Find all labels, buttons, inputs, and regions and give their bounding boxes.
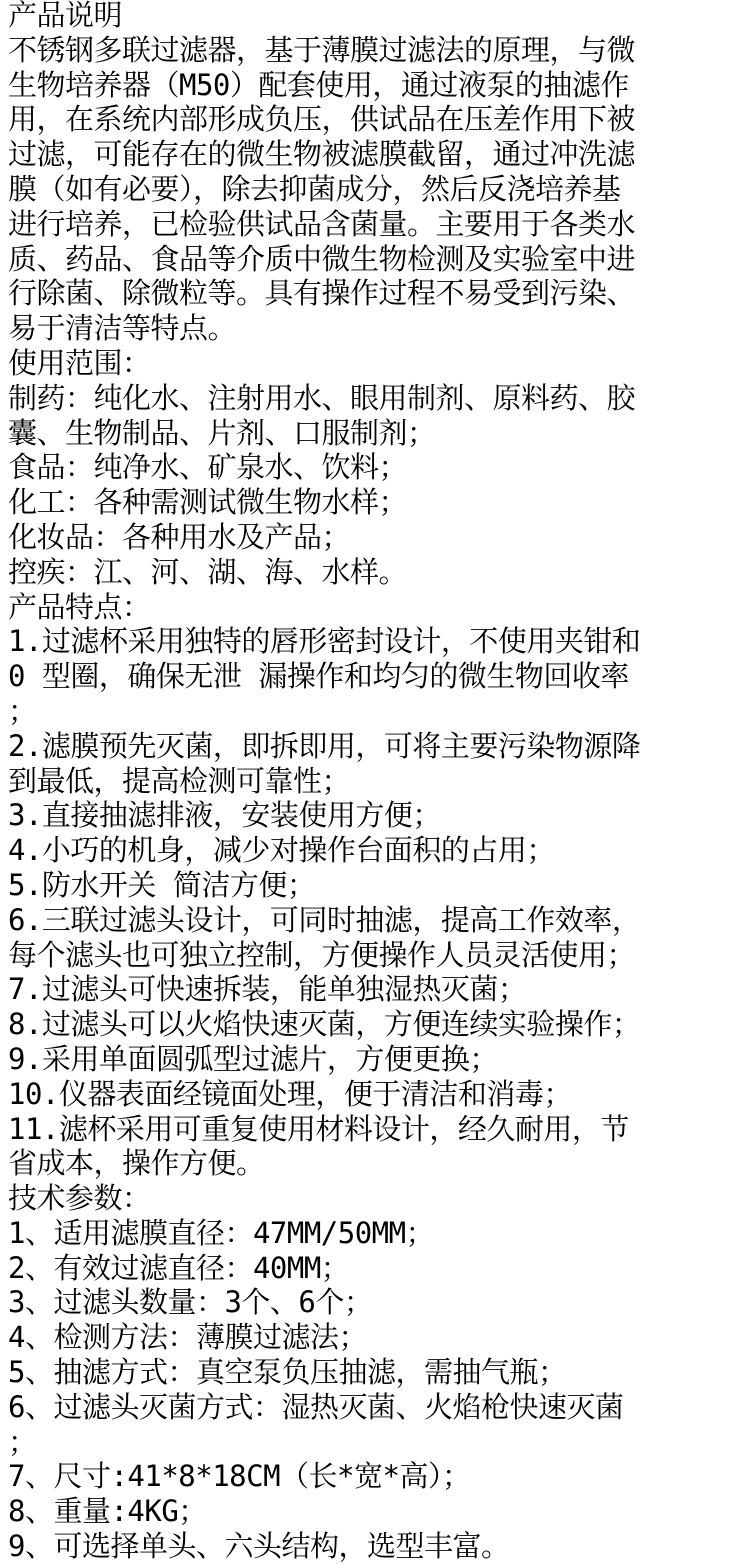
usage-scope-line: 控疾：江、河、湖、海、水样。 <box>8 554 408 589</box>
parameter-line: 6、过滤头灭菌方式：湿热灭菌、火焰枪快速灭菌 <box>8 1389 624 1424</box>
feature-line: 5.防水开关 简洁方便； <box>8 867 316 902</box>
usage-scope-line: 化妆品：各种用水及产品； <box>8 519 351 554</box>
feature-line: 4.小巧的机身，减少对操作台面积的占用； <box>8 833 555 868</box>
feature-line: 7.过滤头可快速拆装，能单独湿热灭菌； <box>8 972 527 1007</box>
feature-line: 3.直接抽滤排液，安装使用方便； <box>8 798 441 833</box>
feature-line: 9.采用单面圆弧型过滤片，方便更换； <box>8 1041 498 1076</box>
section-title-usage-scope: 使用范围： <box>8 345 151 380</box>
product-description-document <box>8 0 744 1564</box>
usage-scope-line: 制药：纯化水、注射用水、眼用制剂、原料药、胶 <box>8 380 636 415</box>
feature-line: 2.滤膜预先灭菌，即拆即用，可将主要污染物源降 <box>8 728 641 763</box>
parameter-line: 1、适用滤膜直径：47MM/50MM； <box>8 1215 435 1250</box>
feature-line: 6.三联过滤头设计，可同时抽滤，提高工作效率， <box>8 902 641 937</box>
parameter-line: 3、过滤头数量：3个、6个； <box>8 1285 373 1320</box>
feature-line: ； <box>8 693 37 728</box>
parameter-line: 4、检测方法：薄膜过滤法； <box>8 1320 367 1355</box>
description-line: 生物培养器（M50）配套使用，通过液泵的抽滤作 <box>8 67 629 102</box>
feature-line: 省成本，操作方便。 <box>8 1146 265 1181</box>
parameter-line: 5、抽滤方式：真空泵负压抽滤，需抽气瓶； <box>8 1355 567 1390</box>
feature-line: 10.仪器表面经镜面处理，便于清洁和消毒； <box>8 1076 572 1111</box>
section-title-technical-parameters: 技术参数： <box>8 1181 151 1216</box>
usage-scope-line: 化工：各种需测试微生物水样； <box>8 485 408 520</box>
description-line: 不锈钢多联过滤器，基于薄膜过滤法的原理，与微 <box>8 32 636 67</box>
section-title-product-features: 产品特点： <box>8 589 151 624</box>
parameter-line: ； <box>8 1424 37 1459</box>
parameter-line: 7、尺寸:41*8*18CM（长*宽*高）； <box>8 1459 471 1494</box>
feature-line: 到最低，提高检测可靠性； <box>8 763 351 798</box>
description-line: 过滤，可能存在的微生物被滤膜截留，通过冲洗滤 <box>8 137 636 172</box>
description-line: 易于清洁等特点。 <box>8 311 237 346</box>
feature-line: 8.过滤头可以火焰快速灭菌，方便连续实验操作； <box>8 1007 641 1042</box>
description-line: 质、药品、食品等介质中微生物检测及实验室中进 <box>8 241 636 276</box>
description-line: 进行培养，已检验供试品含菌量。主要用于各类水 <box>8 206 636 241</box>
usage-scope-line: 食品：纯净水、矿泉水、饮料； <box>8 450 408 485</box>
feature-line: 0 型圈，确保无泄 漏操作和均匀的微生物回收率 <box>8 659 629 694</box>
description-line: 行除菌、除微粒等。具有操作过程不易受到污染、 <box>8 276 636 311</box>
parameter-line: 8、重量:4KG； <box>8 1494 207 1529</box>
feature-line: 1.过滤杯采用独特的唇形密封设计，不使用夹钳和 <box>8 624 641 659</box>
feature-line: 11.滤杯采用可重复使用材料设计，经久耐用，节 <box>8 1111 629 1146</box>
usage-scope-line: 囊、生物制品、片剂、口服制剂； <box>8 415 436 450</box>
section-title-product-description: 产品说明 <box>8 0 123 32</box>
parameter-line: 9、可选择单头、六头结构，选型丰富。 <box>8 1529 510 1564</box>
parameter-line: 2、有效过滤直径：40MM； <box>8 1250 350 1285</box>
description-line: 用，在系统内部形成负压，供试品在压差作用下被 <box>8 102 636 137</box>
feature-line: 每个滤头也可独立控制，方便操作人员灵活使用； <box>8 937 636 972</box>
description-line: 膜（如有必要），除去抑菌成分，然后反浇培养基 <box>8 171 621 206</box>
